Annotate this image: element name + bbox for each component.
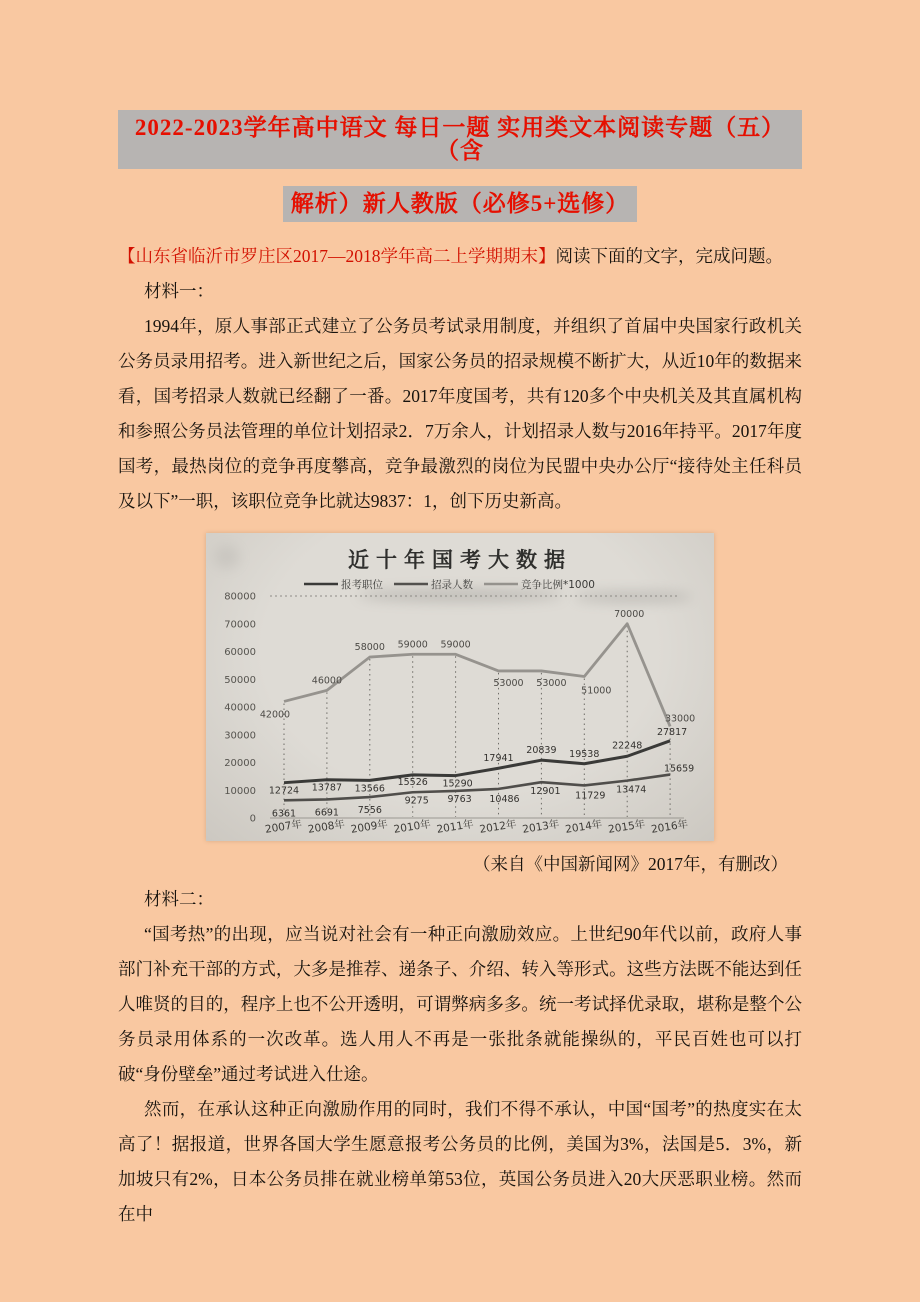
material1-paragraph: 1994年，原人事部正式建立了公务员考试录用制度，并组织了首届中央国家行政机关公务员录用招考。进入新世纪之后，国家公务员的招录规模不断扩大，从近10年的数据来看，国考招录人数就已经翻了一番。2017年度国考，共有120多个中央机关及其直属机构和参照公务员法管理的单位计划招录2．7万余人，计划招录人数与2016年持平。2017年度国考，最热岗位的竞争再度攀高，竞争最激烈的岗位为民盟中央办公厅“接待处主任科员及以下”一职，该职位竞争比就达9837：1，创下历史新高。 [118, 316, 802, 511]
svg-text:11729: 11729 [575, 790, 606, 802]
svg-text:53000: 53000 [536, 677, 567, 689]
svg-text:10486: 10486 [489, 793, 520, 805]
svg-text:9763: 9763 [447, 793, 472, 805]
intro-line [118, 239, 802, 274]
photo-smudge [214, 545, 240, 569]
photo-smudge [574, 591, 692, 603]
title-line-2: 解析）新人教版（必修5+选修） [283, 186, 638, 222]
svg-text:22248: 22248 [612, 740, 643, 752]
svg-text:13474: 13474 [616, 784, 647, 796]
svg-text:2009年: 2009年 [350, 818, 389, 836]
svg-text:6691: 6691 [314, 807, 339, 819]
svg-text:6361: 6361 [271, 808, 297, 820]
svg-text:15290: 15290 [442, 778, 473, 790]
material2-heading: 材料二： [144, 889, 214, 909]
svg-text:2008年: 2008年 [307, 818, 346, 836]
material2-paragraph-1: “国考热”的出现，应当说对社会有一种正向激励效应。上世纪90年代以前，政府人事部门补充干部的方式，大多是推荐、递条子、介绍、转入等形式。这些方法既不能达到任人唯贤的目的，程序上也不公开透明，可谓弊病多多。统一考试择优录取，堪称是整个公务员录用体系的一次改革。选人用人不再是一张批条就能操纵的，平民百姓也可以打破“身份壁垒”通过考试进入仕途。 [118, 924, 802, 1084]
material1-heading: 材料一： [144, 281, 214, 301]
svg-text:2011年: 2011年 [435, 818, 475, 836]
title-line-1: 2022-2023学年高中语文 每日一题 实用类文本阅读专题（五）（含 [118, 110, 802, 169]
svg-text:58000: 58000 [354, 642, 385, 654]
svg-text:2014年: 2014年 [564, 818, 604, 836]
photo-smudge [358, 589, 563, 602]
svg-text:12901: 12901 [530, 786, 561, 798]
svg-text:59000: 59000 [397, 639, 428, 651]
svg-text:2013年: 2013年 [521, 818, 561, 836]
svg-text:19538: 19538 [569, 748, 600, 760]
svg-text:2007年: 2007年 [264, 818, 303, 836]
line-chart [206, 533, 714, 841]
document-title [118, 110, 802, 222]
svg-text:20839: 20839 [526, 745, 557, 757]
svg-text:59000: 59000 [440, 639, 471, 651]
exam-statistics-chart-image [206, 533, 714, 841]
svg-text:80000: 80000 [224, 591, 256, 603]
svg-text:竞争比例*1000: 竞争比例*1000 [521, 579, 595, 591]
svg-text:2016年: 2016年 [650, 818, 689, 836]
svg-text:30000: 30000 [224, 730, 256, 742]
intro-instruction: 阅读下面的文字，完成问题。 [555, 246, 783, 266]
svg-text:50000: 50000 [224, 674, 256, 686]
svg-text:70000: 70000 [224, 619, 256, 631]
svg-text:40000: 40000 [224, 702, 256, 714]
svg-text:42000: 42000 [259, 709, 291, 721]
svg-text:招录人数: 招录人数 [431, 579, 473, 591]
svg-text:报考职位: 报考职位 [341, 579, 383, 591]
svg-text:2012年: 2012年 [478, 818, 518, 836]
svg-text:70000: 70000 [614, 608, 645, 620]
svg-text:7556: 7556 [357, 805, 382, 817]
chart-source-caption: （来自《中国新闻网》2017年，有删改） [473, 854, 788, 874]
svg-text:20000: 20000 [224, 758, 256, 769]
svg-text:9275: 9275 [404, 795, 429, 807]
svg-text:53000: 53000 [493, 677, 524, 689]
svg-text:13787: 13787 [311, 782, 343, 794]
svg-text:13566: 13566 [354, 783, 385, 795]
source-school-tag: 【山东省临沂市罗庄区2017—2018学年高二上学期期末】 [118, 246, 556, 266]
svg-text:12724: 12724 [268, 785, 300, 797]
svg-text:15659: 15659 [663, 763, 695, 775]
svg-text:51000: 51000 [581, 685, 612, 697]
svg-text:15526: 15526 [397, 776, 428, 788]
svg-text:近十年国考大数据: 近十年国考大数据 [348, 548, 572, 572]
svg-text:10000: 10000 [224, 785, 256, 797]
material2-paragraph-2: 然而，在承认这种正向激励作用的同时，我们不得不承认，中国“国考”的热度实在太高了！据报道，世界各国大学生愿意报考公务员的比例，美国为3%，法国是5．3%，新加坡只有2%，日本公务员排在就业榜单第53位，英国公务员进入20大厌恶职业榜。然而在中 [118, 1099, 802, 1224]
svg-text:0: 0 [249, 813, 256, 825]
svg-text:17941: 17941 [483, 753, 514, 765]
svg-text:2010年: 2010年 [392, 818, 432, 836]
svg-text:46000: 46000 [311, 675, 343, 687]
svg-text:27817: 27817 [656, 726, 688, 738]
svg-text:2015年: 2015年 [607, 818, 647, 836]
svg-text:60000: 60000 [224, 647, 256, 658]
svg-text:33000: 33000 [664, 713, 696, 725]
